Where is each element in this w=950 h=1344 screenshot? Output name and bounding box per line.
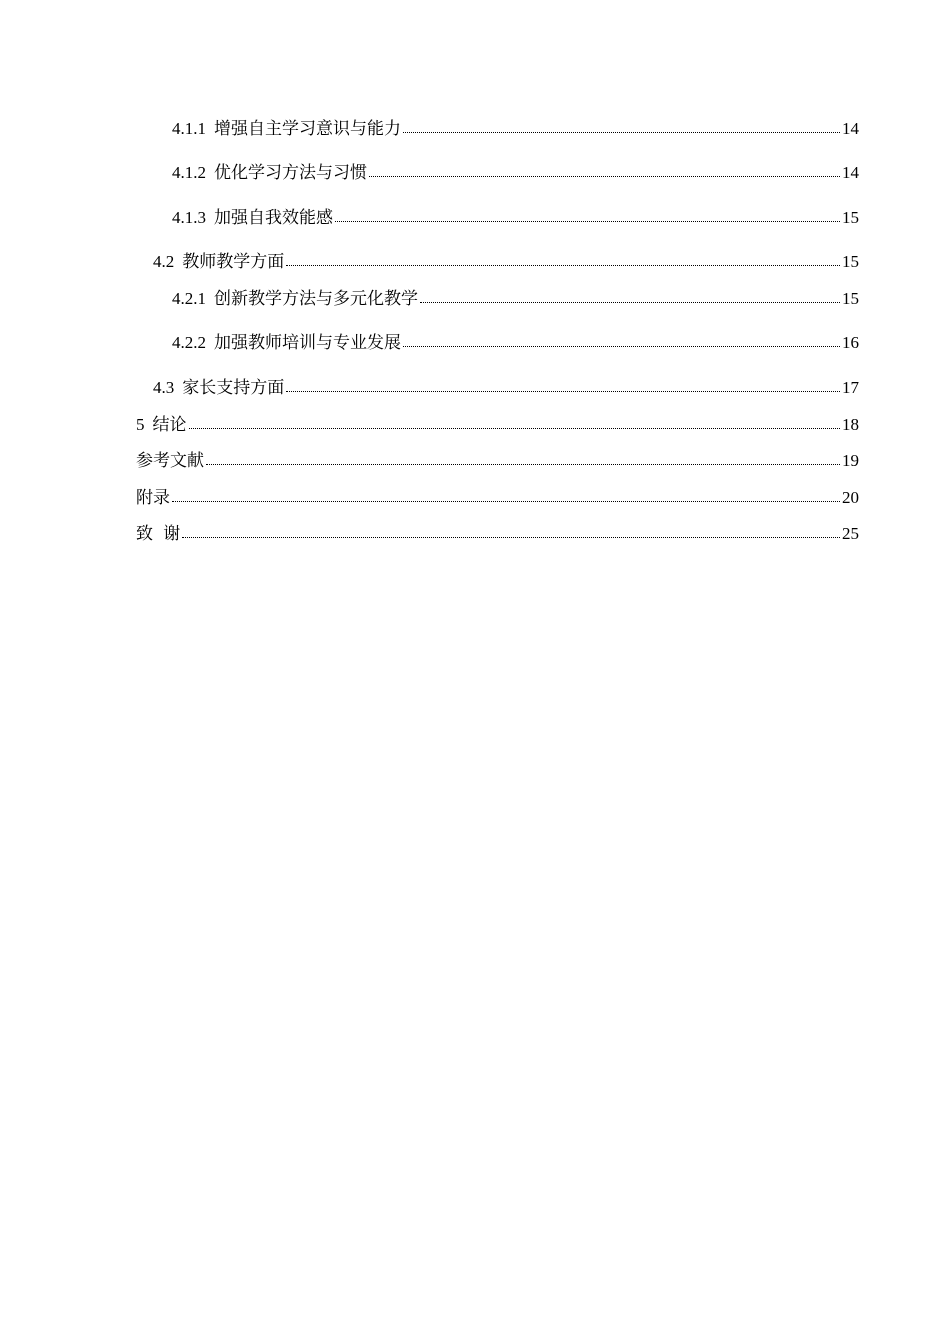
toc-entry-title: 创新教学方法与多元化教学	[214, 289, 418, 308]
toc-entry-title: 增强自主学习意识与能力	[214, 119, 401, 138]
toc-leader-dots	[206, 452, 840, 466]
toc-entry-number: 5	[136, 415, 145, 434]
toc-entry-title: 家长支持方面	[182, 378, 285, 397]
toc-entry-page: 15	[842, 252, 859, 271]
toc-entry-title: 优化学习方法与习惯	[214, 163, 367, 182]
toc-entry-title: 加强自我效能感	[214, 208, 333, 227]
toc-entry-title: 参考文献	[136, 451, 204, 470]
toc-entry-page: 20	[842, 488, 859, 507]
toc-entry-page: 15	[842, 208, 859, 227]
toc-entry-acknowledgements[interactable]	[136, 523, 859, 545]
toc-entry-page: 16	[842, 333, 859, 352]
toc-entry-number: 4.1.2	[172, 163, 206, 182]
toc-entry-title: 结论	[152, 415, 187, 434]
toc-entry-4-3[interactable]	[153, 377, 859, 399]
toc-entry-4-2[interactable]	[153, 251, 859, 273]
toc-entry-page: 14	[842, 163, 859, 182]
toc-entry-page: 19	[842, 451, 859, 470]
toc-leader-dots	[182, 525, 840, 539]
toc-leader-dots	[189, 416, 841, 430]
toc-leader-dots	[286, 253, 840, 267]
toc-entry-5[interactable]	[136, 414, 859, 436]
toc-leader-dots	[403, 334, 840, 348]
toc-entry-4-2-2[interactable]	[172, 332, 859, 354]
toc-entry-number: 4.2.2	[172, 333, 206, 352]
toc-entry-page: 15	[842, 289, 859, 308]
toc-leader-dots	[369, 164, 840, 178]
toc-entry-4-1-3[interactable]	[172, 207, 859, 229]
toc-entry-references[interactable]	[136, 450, 859, 472]
toc-leader-dots	[420, 290, 840, 304]
toc-entry-title: 教师教学方面	[182, 252, 285, 271]
toc-entry-number: 4.3	[153, 378, 175, 397]
toc-entry-4-1-2[interactable]	[172, 162, 859, 184]
toc-entry-number: 4.2.1	[172, 289, 206, 308]
toc-leader-dots	[286, 379, 840, 393]
toc-entry-page: 25	[842, 524, 859, 543]
toc-entry-number: 4.2	[153, 252, 175, 271]
toc-entry-4-2-1[interactable]	[172, 288, 859, 310]
toc-entry-page: 17	[842, 378, 859, 397]
toc-entry-title: 附录	[136, 488, 170, 507]
toc-leader-dots	[172, 489, 840, 503]
toc-leader-dots	[335, 209, 840, 223]
toc-entry-number: 4.1.3	[172, 208, 206, 227]
toc-entry-4-1-1[interactable]	[172, 118, 859, 140]
toc-leader-dots	[403, 120, 840, 134]
toc-entry-appendix[interactable]	[136, 487, 859, 509]
toc-entry-page: 18	[842, 415, 859, 434]
toc-entry-title: 致 谢	[136, 524, 181, 543]
toc-entry-number: 4.1.1	[172, 119, 206, 138]
toc-entry-title: 加强教师培训与专业发展	[214, 333, 401, 352]
toc-entry-page: 14	[842, 119, 859, 138]
